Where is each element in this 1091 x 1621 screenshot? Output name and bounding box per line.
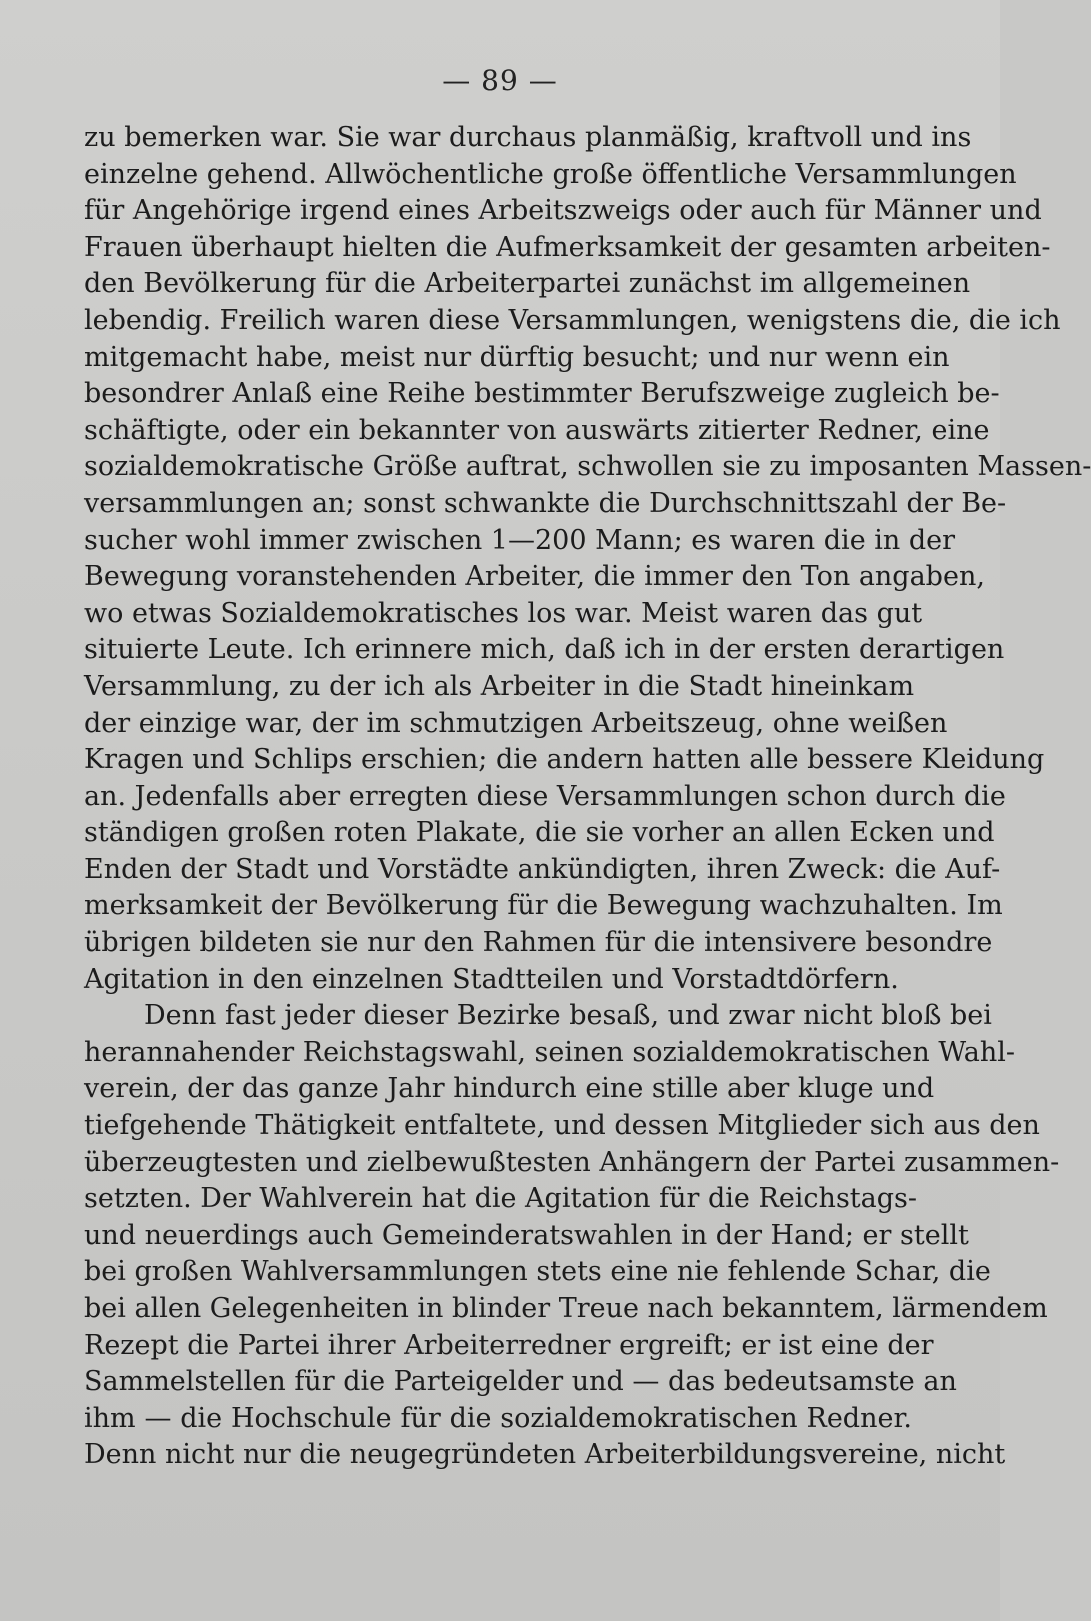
text-line: Frauen überhaupt hielten die Aufmerksamkeit der gesamten arbeiten- (84, 231, 1051, 263)
text-line: sozialdemokratische Größe auftrat, schwollen sie zu imposanten Massen- (84, 451, 1091, 483)
text-line: den Bevölkerung für die Arbeiterpartei zunächst im allgemeinen (84, 268, 971, 300)
text-line: setzten. Der Wahlverein hat die Agitation für die Reichstags- (84, 1183, 918, 1215)
text-line: bei allen Gelegenheiten in blinder Treue nach bekanntem, lärmendem (84, 1293, 1048, 1324)
text-line: überzeugtesten und zielbewußtesten Anhängern der Partei zusammen- (84, 1146, 1060, 1178)
text-line: ihm — die Hochschule für die sozialdemokratischen Redner. (84, 1402, 912, 1434)
text-line: schäftigte, oder ein bekannter von auswärts zitierter Redner, eine (84, 414, 990, 446)
text-line: Sammelstellen für die Parteigelder und — das bedeutsamste an (84, 1366, 957, 1398)
text-line: sucher wohl immer zwischen 1—200 Mann; es waren die in der (84, 524, 956, 556)
page-number: — 89 — (442, 64, 558, 97)
text-line: einzelne gehend. Allwöchentliche große öffentliche Versammlungen (84, 158, 1017, 190)
text-line: ständigen großen roten Plakate, die sie vorher an allen Ecken und (84, 817, 995, 849)
text-line: merksamkeit der Bevölkerung für die Bewegung wachzuhalten. Im (84, 890, 1003, 922)
text-line: Versammlung, zu der ich als Arbeiter in die Stadt hineinkam (84, 670, 915, 702)
text-line: der einzige war, der im schmutzigen Arbeitszeug, ohne weißen (84, 707, 948, 739)
text-line: Bewegung voranstehenden Arbeiter, die immer den Ton angaben, (84, 561, 985, 593)
text-line: Enden der Stadt und Vorstädte ankündigten, ihren Zweck: die Auf- (84, 853, 1001, 885)
text-line: Kragen und Schlips erschien; die andern hatten alle bessere Kleidung (84, 744, 1045, 776)
text-line: für Angehörige irgend eines Arbeitszweigs oder auch für Männer und (84, 195, 1042, 227)
text-line: übrigen bildeten sie nur den Rahmen für die intensivere besondre (84, 927, 993, 959)
text-line: situierte Leute. Ich erinnere mich, daß ich in der ersten derartigen (84, 634, 1005, 666)
text-line: Agitation in den einzelnen Stadtteilen und Vorstadtdörfern. (84, 963, 899, 995)
text-line: besondrer Anlaß eine Reihe bestimmter Berufszweige zugleich be- (84, 378, 1000, 410)
text-line: mitgemacht habe, meist nur dürftig besucht; und nur wenn ein (84, 341, 950, 373)
paragraph (84, 120, 1091, 998)
text-line: lebendig. Freilich waren diese Versammlungen, wenigstens die, die ich (84, 304, 1061, 336)
text-line: herannahender Reichstagswahl, seinen sozialdemokratischen Wahl- (84, 1036, 1015, 1068)
text-line: an. Jedenfalls aber erregten diese Versammlungen schon durch die (84, 780, 1006, 812)
text-line: Denn fast jeder dieser Bezirke besaß, und zwar nicht bloß bei (144, 1000, 992, 1032)
text-line: Rezept die Partei ihrer Arbeiterredner ergreift; er ist eine der (84, 1329, 934, 1361)
text-line: zu bemerken war. Sie war durchaus planmäßig, kraftvoll und ins (84, 122, 972, 153)
text-line: versammlungen an; sonst schwankte die Durchschnittszahl der Be- (84, 487, 1007, 519)
text-line: tiefgehende Thätigkeit entfaltete, und dessen Mitglieder sich aus den (84, 1110, 1040, 1142)
body-text (84, 120, 1091, 1474)
text-line: wo etwas Sozialdemokratisches los war. Meist waren das gut (84, 597, 923, 629)
text-line: bei großen Wahlversammlungen stets eine nie fehlende Schar, die (84, 1256, 991, 1288)
paragraph (84, 998, 1060, 1474)
text-line: verein, der das ganze Jahr hindurch eine stille aber kluge und (84, 1073, 935, 1105)
text-line: Denn nicht nur die neugegründeten Arbeiterbildungsvereine, nicht (84, 1439, 1006, 1471)
text-line: und neuerdings auch Gemeinderatswahlen in der Hand; er stellt (84, 1219, 969, 1251)
